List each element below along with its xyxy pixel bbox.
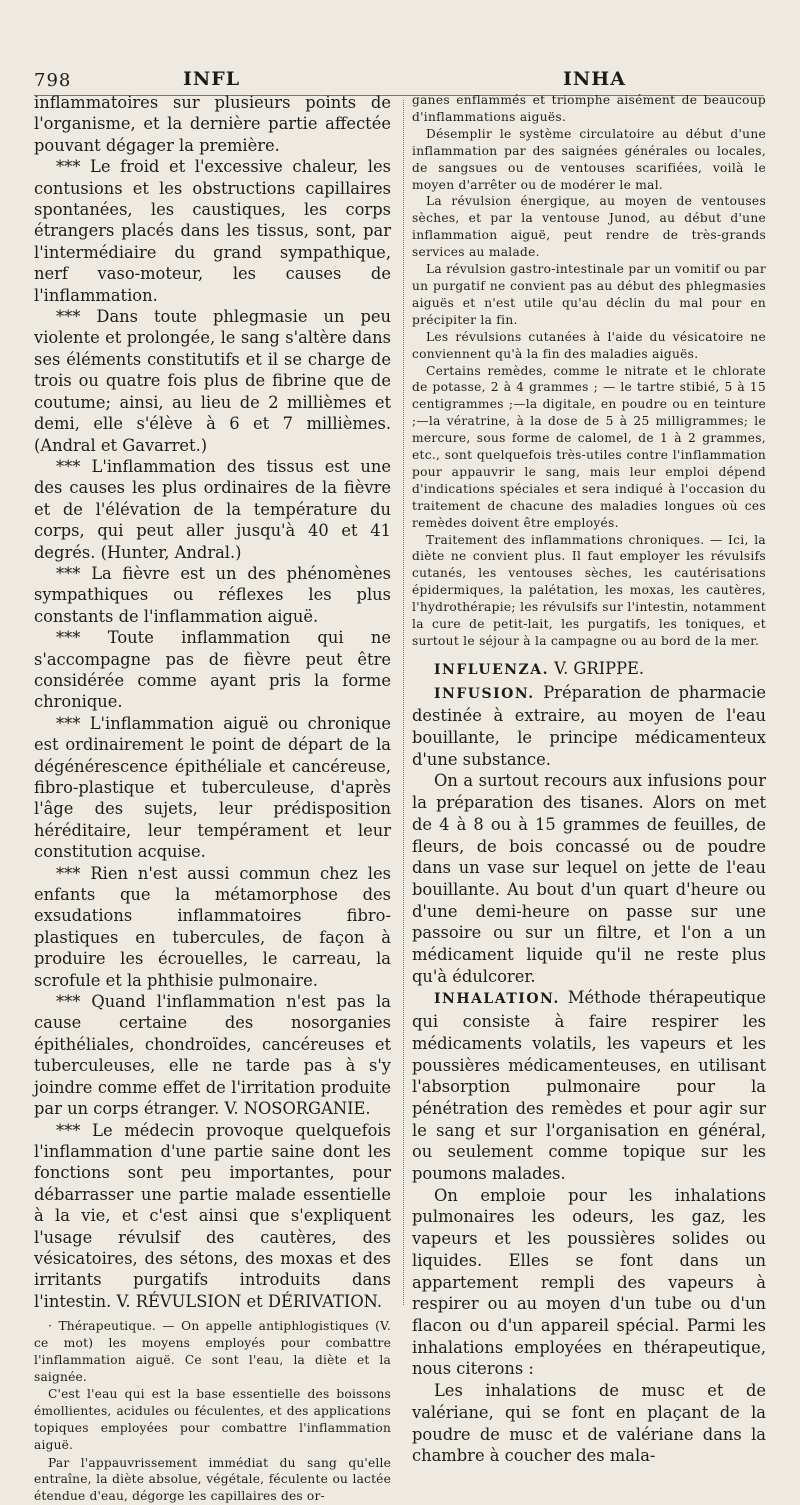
left-column (34, 92, 391, 1505)
paragraph: *** L'inflammation des tissus est une des causes les plus ordinaires de la fièvre et de l'élévation de la température du corps, qui peut aller jusqu'à 40 et 41 degrés. (Hunter, Andral.) (34, 456, 391, 562)
small-paragraph: Certains remèdes, comme le nitrate et le chlorate de potasse, 2 à 4 grammes ; — le tartre stibié, 5 à 15 centigrammes ;—la digitale, en poudre ou en teinture ;—la vératrine, à la dose de 5 à 25 milligrammes; le mercure, sous forme de calomel, de 1 à 2 grammes, etc., sont quelquefois très-utiles contre l'inflammation pour appauvrir le sang, mais leur emploi dépend d'indications spéciales et sera indiqué à l'occasion du traitement de chacune des maladies longues où ces remèdes doivent être employés. (412, 363, 766, 530)
paragraph: *** L'inflammation aiguë ou chronique est ordinairement le point de départ de la dégénérescence épithéliale et cancéreuse, fibro-plastique et tuberculeuse, d'après l'âge des sujets, leur prédisposition héréditaire, leur tempérament et leur constitution acquise. (34, 713, 391, 862)
small-paragraph: La révulsion énergique, au moyen de ventouses sèches, et par la ventouse Junod, au début d'une inflammation aiguë, peut rendre de très-grands services au malade. (412, 194, 766, 260)
paragraph: Les inhalations de musc et de valériane, qui se font en plaçant de la poudre de musc et de valériane dans la chambre à coucher des mala- (412, 1381, 766, 1466)
paragraph: *** Rien n'est aussi commun chez les enfants que la métamorphose des exsudations inflammatoires fibro-plastiques en tubercules, de façon à produire les écrouelles, le carreau, la scrofule et la phthisie pulmonaire. (34, 863, 391, 990)
paragraph: *** Le froid et l'excessive chaleur, les contusions et les obstructions capillaires spontanées, les caustiques, les corps étrangers placés dans les tissus, sont, par l'intermédiaire du grand sympathique, nerf vaso-moteur, les causes de l'inflammation. (34, 157, 391, 305)
entry-influenza (412, 658, 766, 682)
entry-text: Méthode thérapeutique qui consiste à faire respirer les médicaments volatils, les vapeurs et les poussières médicamenteuses, en utilisant l'absorption pulmonaire pour la pénétration des remèdes et pour agir sur le sang et sur l'organisation en général, ou seulement comme topique sur les poumons malades. (412, 988, 766, 1184)
paragraph: On a surtout recours aux infusions pour la préparation des tisanes. Alors on met de 4 à 8 ou à 15 grammes de feuilles, de fleurs, de bois concassé ou de poudre dans un vase sur lequel on jette de l'eau bouillante. Au bout d'un quart d'heure ou d'une demi-heure on passe sur une passoire ou sur un filtre, et l'on a un médicament liquide qu'il ne reste plus qu'à édulcorer. (412, 771, 766, 986)
small-paragraph: ganes enflammés et triomphe aisément de beaucoup d'inflammations aiguës. (412, 93, 766, 124)
paragraph: *** La fièvre est un des phénomènes sympathiques ou réflexes les plus constants de l'inflammation aiguë. (34, 563, 391, 626)
small-paragraph: Désemplir le système circulatoire au début d'une inflammation par des saignées générales ou locales, de sangsues ou de ventouses scarifiées, voilà le moyen d'arrêter ou de modérer le mal. (412, 126, 766, 192)
headword: INFUSION. (434, 685, 535, 702)
small-paragraph: Les révulsions cutanées à l'aide du vésicatoire ne conviennent qu'à la fin des maladies aiguës. (412, 329, 766, 361)
right-column (412, 92, 766, 1467)
paragraph: *** Le médecin provoque quelquefois l'inflammation d'une partie saine dont les fonctions sont peu importantes, pour débarrasser une partie malade essentielle à la vie, et c'est ainsi que s'expliquent l'usage révulsif des cautères, des vésicatoires, des sétons, des moxas et des irritants purgatifs introduits dans l'intestin. V. RÉVULSION et DÉRIVATION. (34, 1120, 391, 1311)
column-divider (403, 100, 404, 1305)
paragraph: *** Toute inflammation qui ne s'accompagne pas de fièvre peut être considérée comme ayant pris la forme chronique. (34, 628, 391, 712)
small-paragraph: Par l'appauvrissement immédiat du sang qu'elle entraîne, la diète absolue, végétale, féculente ou lactée étendue d'eau, dégorge les capillaires des or- (34, 1455, 391, 1504)
chronic-treatment-paragraph: Traitement des inflammations chroniques. — Ici, la diète ne convient plus. Il faut employer les révulsifs cutanés, les ventouses sèches, les cautérisations épidermiques, la palétation, les moxas, les cautères, l'hydrothérapie; les révulsifs sur l'intestin, notamment la cure de petit-lait, les purgatifs, les toniques, et surtout le séjour à la campagne ou au bord de la mer. (412, 532, 766, 648)
paragraph: *** Quand l'inflammation n'est pas la cause certaine des nosorganies épithéliales, chondroïdes, cancéreuses et tuberculeuses, elle ne tarde pas à s'y joindre comme effet de l'irritation produite par un corps étranger. V. NOSORGANIE. (34, 992, 391, 1119)
left-running-head: INFL (183, 68, 241, 90)
headword: INFLUENZA. (434, 661, 549, 678)
small-paragraph: C'est l'eau qui est la base essentielle des boissons émollientes, acidules ou féculentes, et des applications topiques employées pour combattre l'inflammation aiguë. (34, 1387, 391, 1452)
right-running-head: INHA (563, 68, 626, 90)
small-paragraph: La révulsion gastro-intestinale par un vomitif ou par un purgatif ne convient pas au début des phlegmasies aiguës et n'est utile qu'au déclin du mal pour en précipiter la fin. (412, 262, 766, 327)
entry-text: V. GRIPPE. (549, 658, 645, 678)
headword: INHALATION. (434, 991, 560, 1008)
therapeutique-paragraph: · Thérapeutique. — On appelle antiphlogistiques (V. ce mot) les moyens employés pour combattre l'inflammation aiguë. Ce sont l'eau, la diète et la saignée. (34, 1319, 391, 1384)
entry-infusion (412, 682, 766, 771)
page-number: 798 (34, 70, 72, 91)
paragraph: inflammatoires sur plusieurs points de l'organisme, et la dernière partie affectée pouvant dégager la première. (34, 93, 391, 155)
entry-inhalation (412, 987, 766, 1184)
paragraph: On emploie pour les inhalations pulmonaires les odeurs, les gaz, les vapeurs et les poussières solides ou liquides. Elles se font dans un appartement rempli des vapeurs à respirer ou au moyen d'un tube ou d'un flacon ou d'un appareil spécial. Parmi les inhalations employées en thérapeutique, nous citerons : (412, 1185, 766, 1379)
paragraph: *** Dans toute phlegmasie un peu violente et prolongée, le sang s'altère dans ses éléments constitutifs et il se charge de trois ou quatre fois plus de fibrine que de coutume; ainsi, au lieu de 2 millièmes et demi, elle s'élève à 6 et 7 millièmes. (Andral et Gavarret.) (34, 307, 391, 455)
entry-text: Préparation de pharmacie destinée à extraire, au moyen de l'eau bouillante, le principe médicamenteux d'une substance. (412, 682, 766, 769)
